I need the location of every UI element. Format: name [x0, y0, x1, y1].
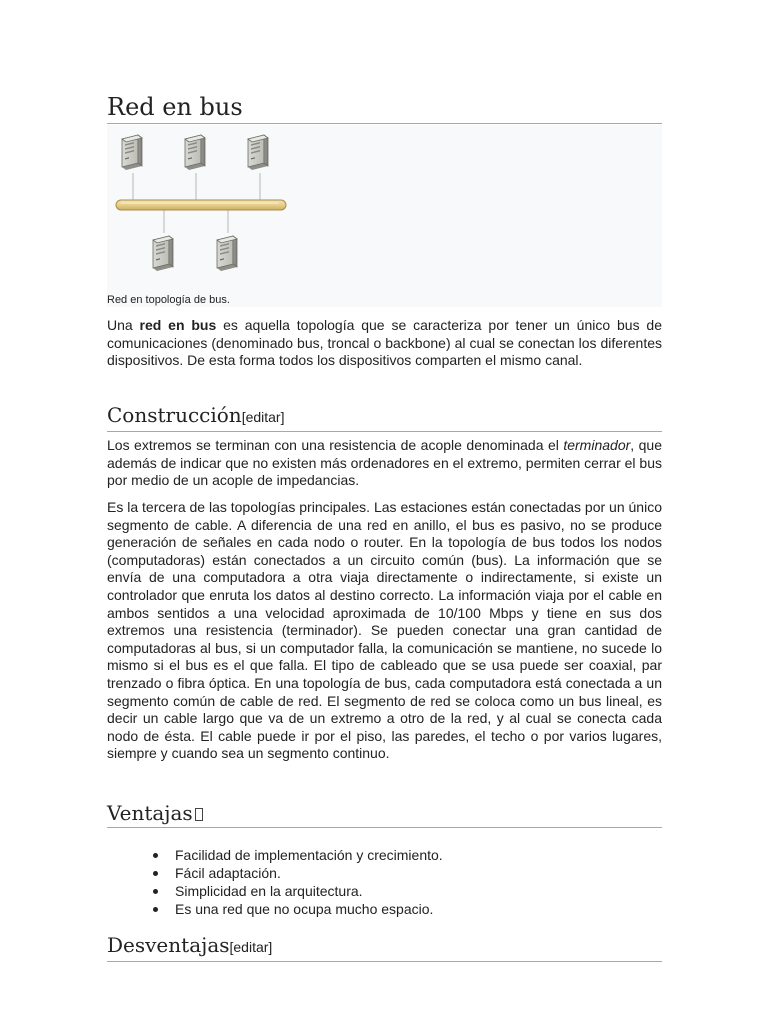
italic-term: terminador — [563, 437, 631, 453]
bus-topology-figure — [107, 125, 662, 307]
missing-glyph-icon — [195, 808, 203, 821]
intro-bold-term: red en bus — [139, 317, 217, 333]
list-item — [175, 882, 443, 900]
edit-link[interactable]: [editar] — [241, 409, 285, 425]
bullet-icon — [153, 889, 158, 894]
figure-caption: Red en topología de bus. — [107, 294, 230, 306]
paragraph-text: Los extremos se terminan con una resistencia de acople denominada el — [107, 437, 564, 453]
list-item-text: Es una red que no ocupa mucho espacio. — [175, 901, 434, 917]
list-item-text: Fácil adaptación. — [175, 865, 281, 881]
heading-construccion — [107, 401, 662, 432]
edit-link[interactable]: [editar] — [229, 939, 273, 955]
list-item — [175, 900, 443, 918]
construccion-paragraph-1 — [107, 437, 662, 490]
bullet-icon — [153, 907, 158, 912]
list-item-text: Facilidad de implementación y crecimiento. — [175, 847, 443, 863]
intro-paragraph — [107, 317, 662, 370]
bullet-icon — [153, 853, 158, 858]
heading-ventajas — [107, 799, 662, 828]
heading-desventajas — [107, 931, 662, 962]
bullet-icon — [153, 871, 158, 876]
list-item-text: Simplicidad en la arquitectura. — [175, 883, 363, 899]
list-item — [175, 846, 443, 864]
bus-network-diagram-icon — [107, 125, 297, 290]
ventajas-list — [175, 846, 443, 918]
page-title: Red en bus — [107, 92, 662, 124]
intro-text: es aquella topología que se caracteriza por tener un único bus de comunicaciones (denominado bus, troncal o backbone) al cual se conectan los diferentes dispositivos. De esta forma todos los dispositivos comparten el mismo canal. — [107, 317, 663, 369]
construccion-paragraph-2: Es la tercera de las topologías principales. Las estaciones están conectadas por un único segmento de cable. A diferencia de una red en anillo, el bus es pasivo, no se produce generación de señales en cada nodo o router. En la topología de bus todos los nodos (computadoras) están conectados a un circuito común (bus). La información que se envía de una computadora a otra viaja directamente o indirectamente, si existe un controlador que enruta los datos al destino correcto. La información viaja por el cable en ambos sentidos a una velocidad aproximada de 10/100 Mbps y tiene en sus dos extremos una resistencia (terminador). Se pueden conectar una gran cantidad de computadoras al bus, si un computador falla, la comunicación se mantiene, no sucede lo mismo si el bus es el que falla. El tipo de cableado que se usa puede ser coaxial, par trenzado o fibra óptica. En una topología de bus, cada computadora está conectada a un segmento común de cable de red. El segmento de red se coloca como un bus lineal, es decir un cable largo que va de un extremo a otro de la red, y al cual se conecta cada nodo de ésta. El cable puede ir por el piso, las paredes, el techo o por varios lugares, siempre y cuando sea un segmento continuo. — [107, 499, 662, 762]
intro-text: Una — [107, 317, 140, 333]
heading-text: Construcción — [107, 403, 242, 427]
list-item — [175, 864, 443, 882]
heading-text: Ventajas — [107, 801, 193, 825]
paragraph-text: , que además de indicar que no existen más ordenadores en el extremo, permiten cerrar el bus por medio de un acople de impedancias. — [107, 437, 662, 489]
heading-text: Desventajas — [107, 933, 230, 957]
